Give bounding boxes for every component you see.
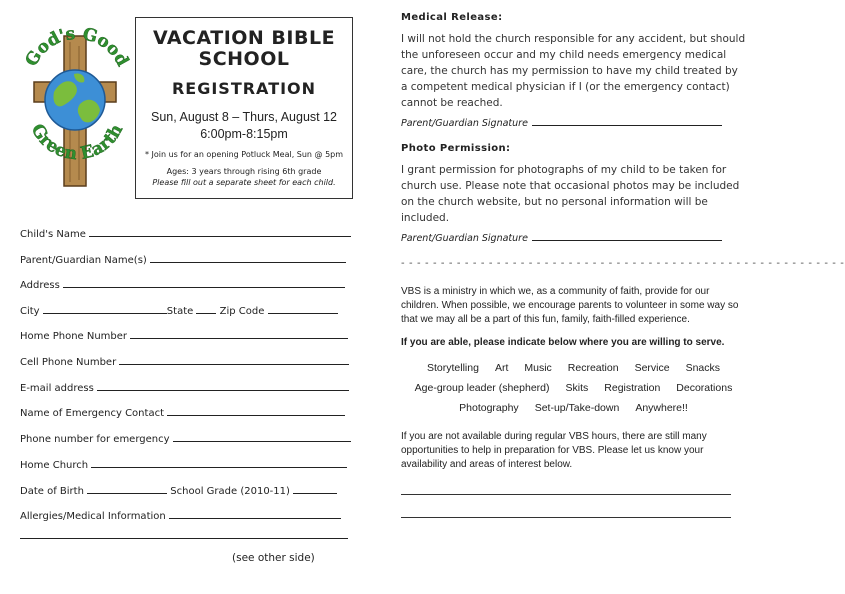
volunteer-options-row-2 — [401, 378, 746, 398]
home-phone-field[interactable] — [20, 330, 348, 342]
option-art[interactable]: Art — [494, 362, 509, 374]
volunteer-options-row-3 — [401, 398, 746, 418]
option-storytelling[interactable]: Storytelling — [426, 362, 479, 374]
option-snacks[interactable]: Snacks — [685, 362, 721, 374]
zip-label: Zip Code — [219, 306, 265, 317]
email-label: E-mail address — [20, 383, 94, 394]
option-registration[interactable]: Registration — [604, 382, 661, 394]
registration-heading: REGISTRATION — [171, 79, 317, 98]
event-dates — [136, 109, 352, 143]
dob-grade-field[interactable] — [20, 485, 337, 497]
page-title: VACATION BIBLE SCHOOL — [152, 27, 336, 70]
cell-phone-field[interactable] — [20, 356, 349, 368]
emergency-phone-label: Phone number for emergency — [20, 434, 170, 445]
city-label: City — [20, 306, 40, 317]
medical-signature-field[interactable] — [401, 117, 746, 129]
dob-label: Date of Birth — [20, 486, 84, 497]
svg-text:God's Good: God's Good — [21, 23, 133, 70]
emergency-contact-label: Name of Emergency Contact — [20, 408, 164, 419]
time-range: 6:00pm-8:15pm — [200, 127, 288, 141]
emergency-phone-field[interactable] — [20, 433, 351, 445]
potluck-note: * Join us for an opening Potluck Meal, Sun @ 5pm — [144, 150, 344, 159]
date-range: Sun, August 8 – Thurs, August 12 — [150, 110, 337, 124]
parent-name-label: Parent/Guardian Name(s) — [20, 255, 147, 266]
svg-text:Green Earth: Green Earth — [26, 120, 128, 165]
title-box — [135, 17, 353, 199]
parent-name-field[interactable] — [20, 254, 346, 266]
volunteer-intro: VBS is a ministry in which we, as a community of faith, provide for our children. When possible, we encourage parents to volunteer in some way so that we may all be a part of this fun, family, faith-filled experience. — [401, 286, 739, 325]
school-grade-label: School Grade (2010-11) — [170, 486, 290, 497]
option-skits[interactable]: Skits — [565, 382, 589, 394]
availability-line-1[interactable] — [401, 494, 731, 495]
volunteer-prompt: If you are able, please indicate below where you are willing to serve. — [401, 337, 725, 348]
photo-signature-label: Parent/Guardian Signature — [401, 233, 528, 244]
option-setup-takedown[interactable]: Set-up/Take-down — [534, 402, 620, 414]
photo-permission-text: I grant permission for photographs of my child to be taken for church use. Please note that occasional photos may be included on the church website, but no personal information will be included. — [401, 164, 740, 224]
availability-line-2[interactable] — [401, 517, 731, 518]
medical-release-heading: Medical Release: — [401, 12, 503, 23]
medical-signature-label: Parent/Guardian Signature — [401, 118, 528, 129]
cross-globe-logo — [14, 22, 136, 192]
email-field[interactable] — [20, 382, 349, 394]
option-service[interactable]: Service — [634, 362, 670, 374]
allergies-field[interactable] — [20, 510, 341, 522]
allergies-label: Allergies/Medical Information — [20, 511, 166, 522]
state-label: State — [166, 306, 194, 317]
see-other-side: (see other side) — [232, 552, 315, 564]
child-name-label: Child's Name — [20, 229, 86, 240]
option-music[interactable]: Music — [524, 362, 552, 374]
allergies-extra-line[interactable] — [20, 538, 348, 539]
emergency-contact-field[interactable] — [20, 407, 345, 419]
option-age-group-leader[interactable]: Age-group leader (shepherd) — [414, 382, 550, 394]
medical-release-text: I will not hold the church responsible for any accident, but should the unforeseen occur and my child needs emergency medical care, the church has my permission to have my child treated by a competent medical physician if I (or the emergency contact) cannot be reached. — [401, 33, 746, 109]
cut-line-divider: - - - - - - - - - - - - - - - - - - - - - - - - - - - - - - - - - - - - - - - - - - - - - - - - - - - - - - - - — [401, 258, 845, 269]
cell-phone-label: Cell Phone Number — [20, 357, 117, 368]
home-church-label: Home Church — [20, 460, 89, 471]
city-state-zip-field[interactable] — [20, 305, 338, 317]
address-field[interactable] — [20, 279, 345, 291]
volunteer-options-row-1 — [401, 358, 746, 378]
option-anywhere[interactable]: Anywhere!! — [635, 402, 688, 414]
option-recreation[interactable]: Recreation — [567, 362, 619, 374]
photo-signature-field[interactable] — [401, 232, 746, 244]
ages-note: Ages: 3 years through rising 6th grade — [166, 167, 322, 176]
separate-sheet-note: Please fill out a separate sheet for each child. — [152, 178, 336, 187]
right-column — [401, 12, 845, 518]
option-photography[interactable]: Photography — [459, 402, 519, 414]
address-label: Address — [20, 280, 60, 291]
home-phone-label: Home Phone Number — [20, 331, 128, 342]
home-church-field[interactable] — [20, 459, 347, 471]
availability-note: If you are not available during regular VBS hours, there are still many opportunities to help in preparation for VBS. Please let us know your availability and areas of interest below. — [401, 431, 707, 470]
photo-permission-heading: Photo Permission: — [401, 143, 511, 154]
option-decorations[interactable]: Decorations — [676, 382, 733, 394]
child-name-field[interactable] — [20, 228, 351, 240]
